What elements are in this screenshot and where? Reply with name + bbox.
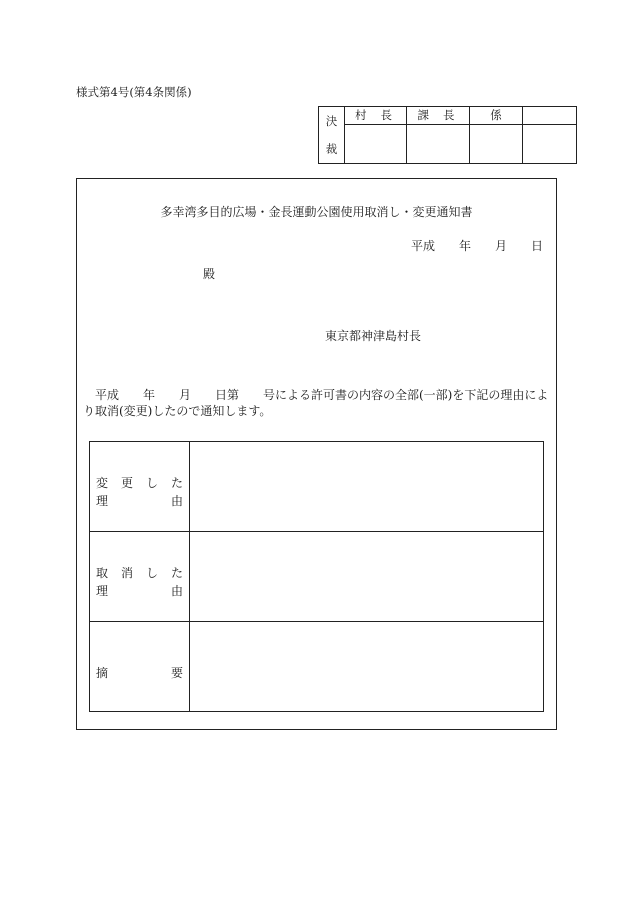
label-char: 由 [170, 584, 183, 598]
notice-body: 平成 年 月 日第 号による許可書の内容の全部(一部)を下記の理由により取消(変更)したので通知します。 [83, 388, 549, 418]
label-char: 更 [120, 476, 133, 490]
form-number: 様式第4号(第4条関係) [76, 85, 192, 99]
label-char: た [170, 566, 183, 580]
approval-side-char-1: 決 [325, 114, 338, 128]
label-char: 由 [170, 494, 183, 508]
notice-date[interactable]: 平成 年 月 日 [411, 239, 544, 253]
reasons-table [89, 441, 544, 712]
label-char: 消 [120, 566, 133, 580]
label-char: 取 [96, 566, 109, 580]
label-char: 変 [96, 476, 109, 490]
approval-stamp-box-4[interactable] [523, 124, 577, 163]
reason-label-change [90, 442, 190, 532]
label-char: 摘 [96, 666, 109, 680]
approval-side-char-2: 裁 [325, 142, 338, 156]
reason-row-cancel [90, 532, 544, 622]
reason-label-cancel [90, 532, 190, 622]
approval-col-village-head: 村長 [345, 107, 407, 125]
approval-side-label [319, 107, 345, 164]
label-char: た [170, 476, 183, 490]
label-char: し [145, 476, 158, 490]
label-char: 理 [96, 584, 109, 598]
reason-row-change [90, 442, 544, 532]
approval-col-staff: 係 [470, 107, 523, 125]
label-char: 理 [96, 494, 109, 508]
approval-stamp-box-2[interactable] [407, 124, 470, 163]
approval-col-section-chief: 課長 [407, 107, 470, 125]
label-char: し [145, 566, 158, 580]
reason-value-summary[interactable] [190, 622, 544, 712]
approval-stamp-box-1[interactable] [345, 124, 407, 163]
reason-label-summary [90, 622, 190, 712]
approval-stamp-box-3[interactable] [470, 124, 523, 163]
issuer-name: 東京都神津島村長 [325, 329, 422, 343]
approval-col-blank [523, 107, 577, 125]
approval-stamp-table [318, 106, 577, 164]
reason-value-change[interactable] [190, 442, 544, 532]
addressee-suffix: 殿 [203, 267, 216, 281]
reason-value-cancel[interactable] [190, 532, 544, 622]
notice-frame [76, 178, 557, 730]
label-char: 要 [170, 666, 183, 680]
reason-row-summary [90, 622, 544, 712]
notice-title: 多幸湾多目的広場・金長運動公園使用取消し・変更通知書 [160, 205, 473, 219]
